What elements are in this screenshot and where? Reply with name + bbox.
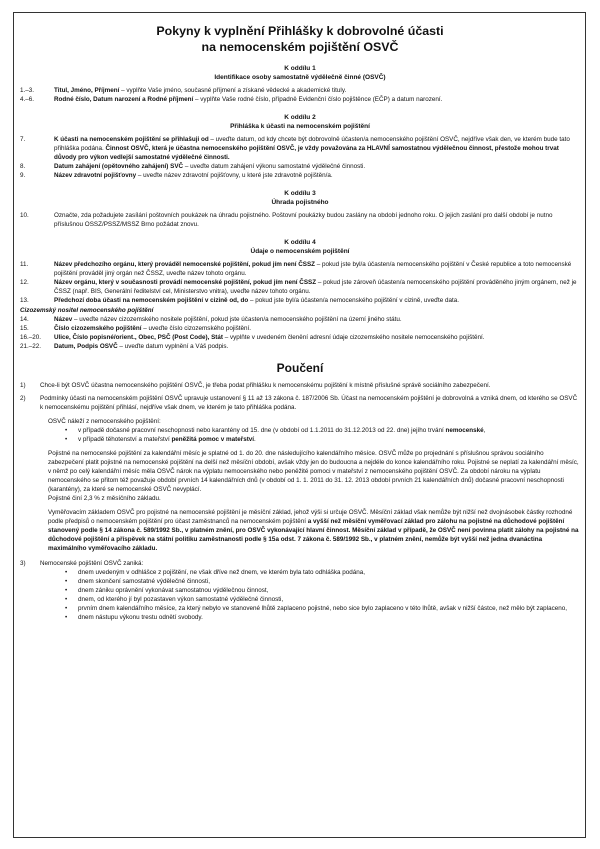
notice-text: Chce-li být OSVČ účastna nemocenského pojištění OSVČ, je třeba podat přihlášku k nemocenskému pojištění k místně příslušné správě sociálního zabezpečení. (40, 382, 491, 389)
item-number: 16.–20. (20, 334, 42, 341)
item-text: – uveďte název zdravotní pojišťovny, u které jste zdravotně pojištěn/a. (136, 172, 333, 179)
item-number: 21.–22. (20, 343, 42, 350)
section4-subheading: Údaje o nemocenském pojištění (250, 248, 350, 255)
item-text: – pokud jste byl/a účasten/a nemocenského pojištění v České republice a toto nemocenské pojištění prováděl jiný orgán než ČSSZ, uveďte název tohoto orgánu. (54, 261, 572, 277)
bullet-icon: • (65, 427, 68, 434)
base-text: Vyměřovacím základem OSVČ pro pojistné na nemocenské pojištění je měsíční základ, jehož výši si určuje OSVČ. Měsíční základ však nemůže být nižší než dvojnásobek částky rozhodné podle předpisů o nemocenském pojištění pro účast zaměstnanců na nemocenském pojištění (48, 509, 573, 525)
item-number: 11. (20, 261, 29, 268)
instruction-item (20, 315, 580, 324)
item-number: 12. (20, 279, 29, 286)
item-text: – vyplňte Vaše rodné číslo, případně Evidenční číslo pojištěnce (EČP) a datum narození. (193, 96, 443, 103)
benefit-bullet (20, 435, 580, 444)
item-text: – vyplňte Vaše jméno, současné příjmení a získané vědecké a akademické tituly. (119, 87, 347, 94)
instruction-item (20, 324, 580, 333)
notice-number: 1) (20, 382, 26, 389)
item-bold: Ulice, Číslo popisné/orient., Obec, PSČ (Post Code), Stát (54, 334, 223, 341)
item-number: 14. (20, 316, 29, 323)
item-bold: Datum, Podpis OSVČ (54, 343, 118, 350)
benefits-intro: OSVČ náleží z nemocenského pojištění: (48, 418, 161, 425)
section1-heading: K oddílu 1 (284, 65, 316, 72)
termination-bullet (20, 586, 580, 595)
bullet-icon: • (65, 614, 68, 621)
item-bold: Předchozí doba účasti na nemocenském pojištění v cizině od, do (54, 297, 249, 304)
item-number: 1.–3. (20, 87, 35, 94)
termination-bullet (20, 595, 580, 604)
bullet-icon: • (65, 596, 68, 603)
instruction-item (20, 86, 580, 95)
item-bold: Číslo cizozemského pojištění (54, 325, 142, 332)
base-bold: a vyšší než měsíční vyměřovací základ pro zálohu na pojistné na důchodové pojištění stanovený podle § 14 zákona č. 589/1992 Sb., v platném znění, pro OSVČ vykonávající hlavní činnost. Měsíční základ v případě, že OSVČ není povinna platit zálohy na pojistné na důchodové pojištění a příspěvek na státní politiku zaměstnanosti podle § 15a odst. 7 zákona č. 589/1992 Sb., v platném znění, nemůže být vyšší než jedna dvanáctina maximálního vyměřovacího základu. (48, 518, 579, 552)
item-text: – pokud jste byl/a účasten/a nemocenského pojištění v cizině, uveďte data. (248, 297, 459, 304)
title-line-2: na nemocenském pojištění OSVČ (201, 40, 399, 54)
bullet-icon: • (65, 587, 68, 594)
instruction-item (20, 211, 580, 229)
benefit-bullet (20, 426, 580, 435)
termination-bullet (20, 568, 580, 577)
item-number: 15. (20, 325, 29, 332)
instruction-item (20, 162, 580, 171)
item-text: – pokud jste zároveň účasten/a nemocenského pojištění prováděného jiným orgánem, než je ČSSZ (např. BIS, Generální ředitelství cel, Ministerstvo vnitra), uveďte název tohoto orgánu. (54, 279, 577, 295)
termination-bullet (20, 613, 580, 622)
bullet-bold: nemocenské (445, 427, 484, 434)
base-paragraph (20, 508, 580, 553)
termination-bullet (20, 577, 580, 586)
bullet-text: v případě dočasné pracovní neschopnosti nebo karantény od 15. dne (v období od 1.1.2011 do 31.12.2013 od 22. dne) jejího trvání (78, 427, 446, 434)
bullet-text: dnem nástupu výkonu trestu odnětí svobody. (78, 614, 203, 621)
item-text: – uveďte datum vyplnění a Váš podpis. (117, 343, 229, 350)
item-number: 13. (20, 297, 29, 304)
notice-text: Podmínky účasti na nemocenském pojištění OSVČ upravuje ustanovení § 11 až 13 zákona č. 187/2006 Sb. Účast na nemocenském pojištění je dobrovolná a vzniká dnem, od kterého se OSVČ k nemocenskému pojištění přihlásí, nejdříve však dnem, ve kterém je tato přihláška podána. (40, 395, 578, 411)
document-title (20, 23, 580, 55)
item-bold: Název orgánu, který v současnosti provádí nemocenské pojištění, pokud jím není ČSSZ (54, 279, 317, 286)
item-bold: Název předchozího orgánu, který prováděl nemocenské pojištění, pokud jím není ČSSZ (54, 261, 316, 268)
bullet-text: prvním dnem kalendářního měsíce, za který nebylo ve stanovené lhůtě zaplaceno pojistné, nebo sice bylo zaplaceno v této lhůtě, avšak v nižší částce, než mělo být zaplaceno, (78, 605, 567, 612)
bullet-text: dnem uvedeným v odhlášce z pojištění, ne však dříve než dnem, ve kterém byla tato odhláška podána, (78, 569, 366, 576)
bullet-icon: • (65, 605, 68, 612)
bullet-bold: peněžitá pomoc v mateřství (171, 436, 255, 443)
notice-item (20, 381, 580, 390)
notice-item (20, 559, 580, 568)
section2-subheading: Přihláška k účasti na nemocenském pojištění (230, 123, 370, 130)
notice-text: Nemocenské pojištění OSVČ zaniká: (40, 560, 144, 567)
item-text: – uveďte název cizozemského nositele pojištění, pokud jste účasten/a nemocenského pojištění na území jiného státu. (72, 316, 402, 323)
item-bold: Rodné číslo, Datum narození a Rodné příjmení (54, 96, 194, 103)
instruction-item (20, 135, 580, 162)
item-bold: Datum zahájení (opětovného zahájení) SVČ (54, 163, 184, 170)
item-text: Označte, zda požadujete zasílání poštovních poukázek na úhradu pojistného. Poštovní poukázky budou zaslány na období jednoho roku. O jejich zaslání pro další období je nutno příslušnou OSSZ/PSSZ/MSSZ Brno požádat znovu. (54, 212, 553, 228)
item-text: – uveďte datum, od kdy chcete být dobrovolně účasten/a nemocenského pojištění OSVČ, nejdříve však den, ve kterém bude tato přihláška podána. (54, 136, 570, 152)
item-text: – uveďte datum zahájení výkonu samostatné výdělečné činnosti. (183, 163, 366, 170)
section3-subheading: Úhrada pojistného (271, 199, 329, 206)
bullet-text: dnem skončení samostatné výdělečné činnosti, (78, 578, 210, 585)
bullet-text: v případě těhotenství a mateřství (78, 436, 172, 443)
section4-heading: K oddílu 4 (284, 239, 316, 246)
item-bold: Titul, Jméno, Příjmení (54, 87, 120, 94)
item-number: 4.–6. (20, 96, 35, 103)
section2-heading: K oddílu 2 (284, 114, 316, 121)
title-line-1: Pokyny k vyplnění Přihlášky k dobrovolné účasti (156, 24, 444, 38)
bullet-tail: . (254, 436, 256, 443)
notice-item (20, 394, 580, 412)
notice-number: 3) (20, 560, 26, 567)
bullet-text: dnem zániku oprávnění vykonávat samostatnou výdělečnou činnost, (78, 587, 269, 594)
instruction-item (20, 95, 580, 104)
item-bold-note: Činnost OSVČ, která je účastna nemocenského pojištění OSVČ, je vždy považována za HLAVNÍ samostatnou výdělečnou činnost, přestože mohou trvat důvody pro výkon vedlejší samostatné výdělečné činnosti. (54, 145, 559, 161)
instruction-item (20, 171, 580, 180)
bullet-text: dnem, od kterého jí byl pozastaven výkon samostatné výdělečné činnosti, (78, 596, 284, 603)
page-frame (13, 12, 586, 838)
item-bold: Název zdravotní pojišťovny (54, 172, 137, 179)
termination-bullet (20, 604, 580, 613)
item-number: 9. (20, 172, 26, 179)
instruction-item (20, 278, 580, 296)
item-number: 10. (20, 212, 29, 219)
bullet-tail: , (483, 427, 486, 434)
foreign-insurer-heading: Cizozemský nositel nemocenského pojištění (20, 307, 154, 314)
bullet-icon: • (65, 436, 68, 443)
instruction-item (20, 333, 580, 342)
bullet-icon: • (65, 578, 68, 585)
instruction-item (20, 260, 580, 278)
rate-paragraph: Pojistné činí 2,3 % z měsíčního základu. (48, 495, 161, 502)
item-number: 7. (20, 136, 26, 143)
document-content (20, 23, 580, 622)
item-bold: K účasti na nemocenském pojištění se přihlašuji od (54, 136, 209, 143)
instruction-item (20, 296, 580, 305)
item-text: – uveďte číslo cizozemského pojištění. (141, 325, 252, 332)
item-bold: Název (54, 316, 73, 323)
section1-subheading: Identifikace osoby samostatně výdělečně činné (OSVČ) (214, 74, 386, 81)
item-text: – vyplňte v uvedeném členění adresní údaje cizozemského nositele nemocenského pojištění. (223, 334, 485, 341)
poucheni-heading: Poučení (276, 361, 324, 375)
bullet-icon: • (65, 569, 68, 576)
notice-number: 2) (20, 395, 26, 402)
premium-paragraph: Pojistné na nemocenské pojištění za kalendářní měsíc je splatné od 1. do 20. dne následujícího kalendářního měsíce. OSVČ může po projednání s příslušnou správou sociálního zabezpečení platit pojistné na nemocenské pojištění na delší než měsíční období, avšak vždy jen do budoucna a nejdéle do konce kalendářního roku. Pojistné se neplatí za kalendářní měsíc, v němž po celý kalendářní měsíc měla OSVČ nárok na výplatu nemocenského nebo peněžité pomoci v mateřství z nemocenského pojištění OSVČ. Za období nároku na výplatu nemocenského se přitom též považuje období prvních 14 kalendářních dnů (v období od 1. 1. 2011 do 31. 12. 2013 období prvních 21 kalendářních dnů) dočasné pracovní neschopnosti (karantény), za které se nemocenské OSVČ nevyplácí. (48, 450, 579, 493)
instruction-item (20, 342, 580, 351)
item-number: 8. (20, 163, 26, 170)
section3-heading: K oddílu 3 (284, 190, 316, 197)
